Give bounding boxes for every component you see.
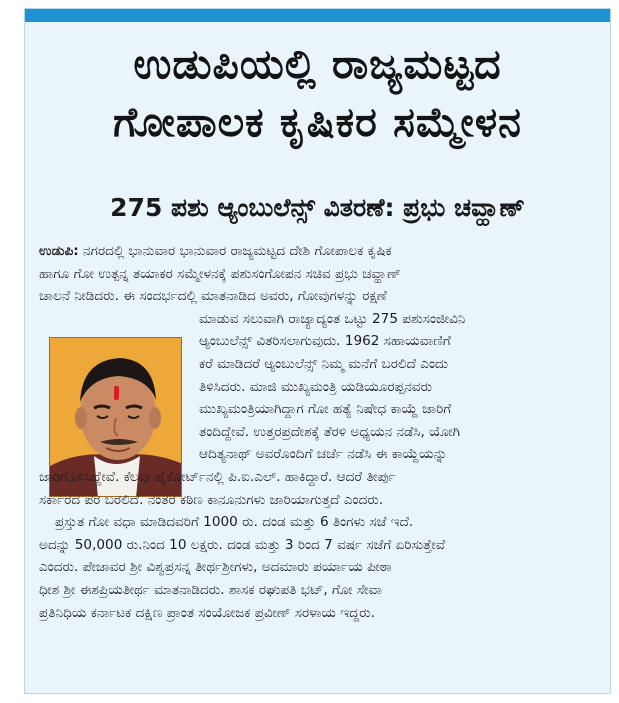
article-line: ಅದನ್ನು 50,000 ರು.ನಿಂದ 10 ಲಕ್ಷರು. ದಂಡ ಮತ್ತು 3 ರಿಂದ 7 ವರ್ಷ ಸಜೆಗೆ ಏರಿಸುತ್ತೇವೆ	[39, 536, 446, 553]
article-line: ಧೀಶ ಶ್ರೀ ಈಶಪ್ರಿಯತೀರ್ಥ ಮಾತನಾಡಿದರು. ಶಾಸಕ ರಘುಪತಿ ಭಟ್, ಗೋ ಸೇವಾ	[39, 581, 383, 598]
article-line: ಎಂದರು. ಪೇಜಾವರ ಶ್ರೀ ವಿಶ್ವಪ್ರಸನ್ನ ತೀರ್ಥಶ್ರೀಗಳು, ಅದಮಾರು ಪರ್ಯಾಯ ಪೀಠಾ	[39, 559, 392, 576]
headline	[25, 35, 610, 151]
article-body	[39, 240, 601, 624]
article-line: ಮಾಡುವ ಸಲುವಾಗಿ ರಾಜ್ಯಾದ್ಯಂತ ಒಟ್ಟು 275 ಪಶುಸಂಜೀವಿನಿ	[199, 310, 466, 327]
article-line: ಹಾಗೂ ಗೋ ಉತ್ಪನ್ನ ತಯಾಕರ ಸಮ್ಮೇಳನಕ್ಕೆ ಪಶುಸಂಗೋಪನ ಸಚಿವ ಪ್ರಭು ಚವ್ಹಾಣ್	[39, 265, 401, 282]
headline-line-2: ಗೋಪಾಲಕ ಕೃಷಿಕರ ಸಮ್ಮೇಳನ	[113, 98, 522, 146]
article-line: ಮುಖ್ಯಮಂತ್ರಿಯಾಗಿದ್ದಾಗ ಗೋ ಹತ್ಯೆ ನಿಷೇಧ ಕಾಯ್ದೆ ಜಾರಿಗೆ	[199, 401, 452, 418]
article-line: ಚಾಲನೆ ನೀಡಿದರು. ಈ ಸಂದರ್ಭದಲ್ಲಿ ಮಾತನಾಡಿದ ಅವರು, ಗೋವುಗಳನ್ನು ರಕ್ಷಣೆ	[39, 288, 387, 305]
article-line: ಪ್ರತಿನಿಧಿಯ ಕರ್ನಾಟಕ ದಕ್ಷಿಣ ಪ್ರಾಂತ ಸಂಯೋಜಕ ಪ್ರವೀಣ್ ಸರಳಾಯ ಇದ್ದರು.	[39, 604, 375, 621]
article-line: ಕರೆ ಮಾಡಿದರೆ ಆ್ಯಂಬುಲೆನ್ಸ್ ನಿಮ್ಮ ಮನೆಗೆ ಬರಲಿದೆ ಎಂದು	[199, 355, 449, 372]
article-line: ಜಾರಿಗೊಳಿಸಿದ್ದೇವೆ. ಕೆಲವು ಹೈಕೋರ್ಟ್‌ನಲ್ಲಿ ಪಿ.ಐ.ಎಲ್. ಹಾಕಿದ್ದಾರೆ. ಆದರೆ ತೀರ್ಪು	[39, 468, 396, 485]
article-line: ತಂದಿದ್ದೇವೆ. ಉತ್ತರಪ್ರದೇಶಕ್ಕೆ ತೆರಳಿ ಅಧ್ಯಯನ ನಡೆಸಿ, ಯೋಗಿ	[199, 423, 461, 440]
article-line: ನಗರದಲ್ಲಿ ಭಾನುವಾರ ಭಾನುವಾರ ರಾಜ್ಯಮಟ್ಟದ ದೇಶಿ ಗೋಪಾಲಕ ಕೃಷಿಕ	[78, 243, 392, 259]
news-clipping	[24, 8, 611, 694]
article-line: ಪ್ರಸ್ತುತ ಗೋ ವಧಾ ಮಾಡಿದವರಿಗೆ 1000 ರು. ದಂಡ ಮತ್ತು 6 ತಿಂಗಳು ಸಜೆ ಇದೆ.	[55, 514, 414, 531]
article-line: ಸರ್ಕಾರದ ಪರ ಬರಲಿದೆ. ನಂತರ ಕಠಿಣ ಕಾನೂನುಗಳು ಜಾರಿಯಾಗುತ್ತದೆ ಎಂದರು.	[39, 491, 384, 508]
subheadline: 275 ಪಶು ಆ್ಯಂಬುಲೆನ್ಸ್ ವಿತರಣೆ: ಪ್ರಭು ಚವ್ಹಾಣ್	[110, 193, 525, 222]
article-line: ಆ್ಯಂಬುಲೆನ್ಸ್ ವಿತರಿಸಲಾಗುವುದು. 1962 ಸಹಾಯವಾಣಿಗೆ	[199, 333, 451, 350]
dateline: ಉಡುಪಿ:	[39, 243, 79, 259]
article-line: ತಿಳಿಸಿದರು. ಮಾಜಿ ಮುಖ್ಯಮಂತ್ರಿ ಯಡಿಯೂರಪ್ಪನವರು	[199, 378, 433, 395]
headline-line-1: ಉಡುಪಿಯಲ್ಲಿ ರಾಜ್ಯಮಟ್ಟದ	[133, 40, 502, 88]
article-line: ಆದಿತ್ಯನಾಥ್ ಅವರೊಂದಿಗೆ ಚರ್ಚೆ ನಡೆಸಿ ಈ ಕಾಯ್ದೆಯನ್ನು	[199, 446, 448, 463]
accent-bar	[25, 9, 610, 22]
